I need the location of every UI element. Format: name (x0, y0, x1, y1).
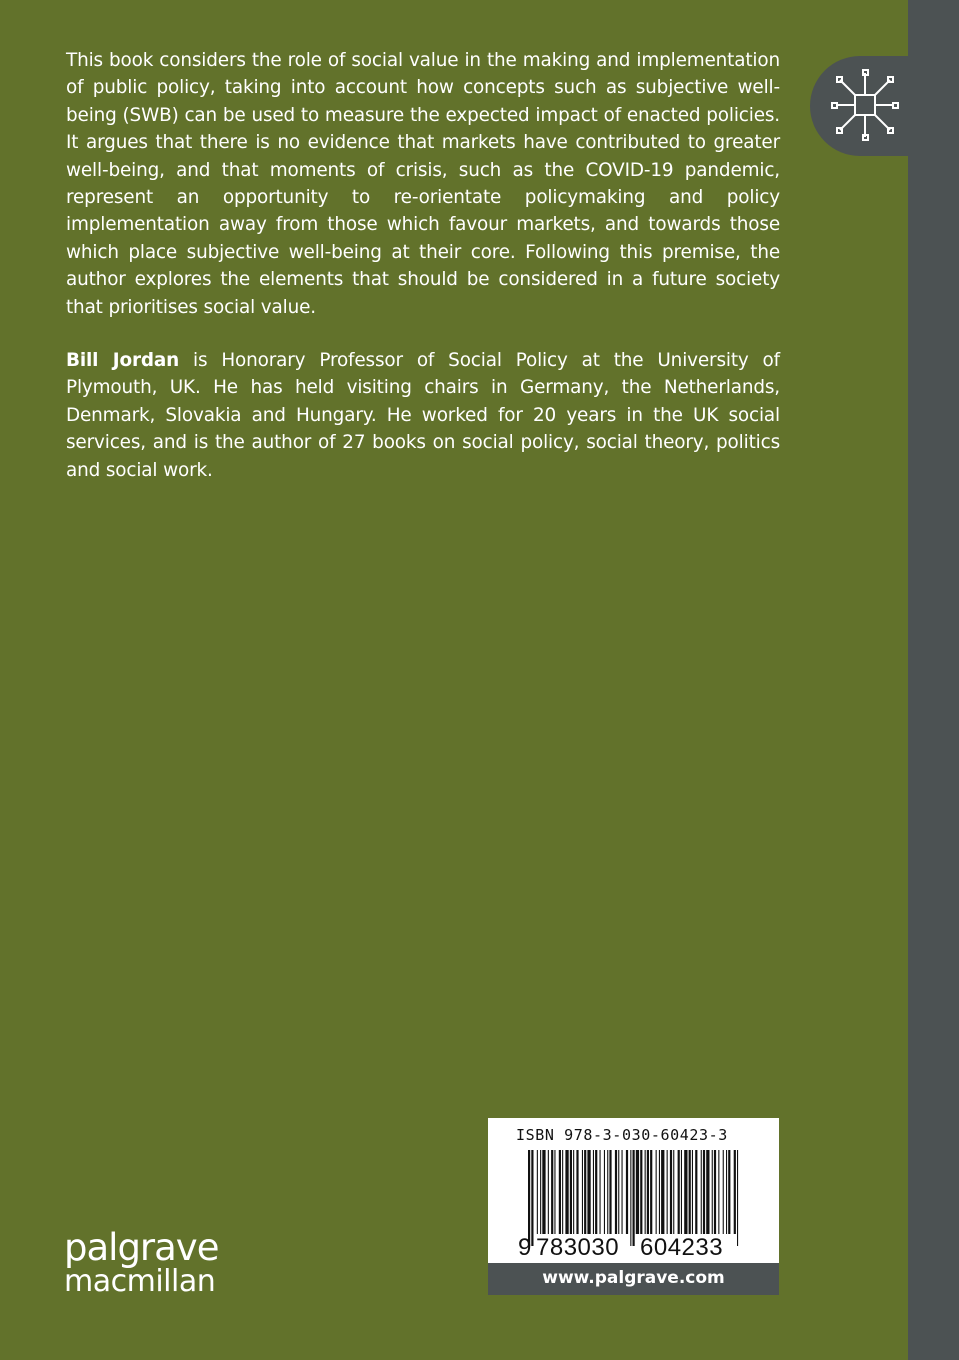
barcode-bar (565, 1150, 568, 1234)
ean-right-digits: 604233 (640, 1234, 724, 1261)
barcode-bar (695, 1150, 697, 1234)
isbn-label: ISBN 978-3-030-60423-3 (516, 1126, 728, 1144)
barcode-bar (626, 1150, 628, 1234)
barcode-bar (670, 1150, 672, 1234)
barcode-bar (656, 1150, 657, 1234)
barcode-bar (622, 1150, 623, 1234)
publisher-badge (810, 56, 909, 156)
barcode-bar (689, 1150, 691, 1234)
ean-left-digits: 783030 (536, 1234, 620, 1261)
palgrave-network-icon (828, 68, 902, 142)
barcode-bar (551, 1150, 553, 1234)
barcode-bar (600, 1150, 601, 1234)
barcode-bar (604, 1150, 605, 1234)
ean-lead-digit: 9 (518, 1234, 532, 1261)
barcode-bars (528, 1150, 740, 1246)
barcode-bar (584, 1150, 586, 1234)
barcode-bar (570, 1150, 572, 1234)
barcode-bar (737, 1150, 738, 1246)
barcode-bar (701, 1150, 702, 1234)
barcode-bar (684, 1150, 687, 1234)
barcode-bar (615, 1150, 617, 1234)
barcode-bar (712, 1150, 713, 1234)
barcode-bar (562, 1150, 563, 1234)
barcode-bar (647, 1150, 649, 1234)
barcode-bar (630, 1150, 631, 1246)
barcode-bar (559, 1150, 561, 1234)
author-bio (66, 347, 780, 484)
barcode-bar (681, 1150, 682, 1234)
publisher-logo-macmillan: macmillan (64, 1264, 216, 1299)
barcode-bar (537, 1150, 538, 1234)
website-url: www.palgrave.com (488, 1263, 779, 1295)
barcode-bar (576, 1150, 578, 1234)
barcode-bar (528, 1150, 530, 1246)
barcode-bar (540, 1150, 541, 1234)
barcode-bar (607, 1150, 608, 1234)
book-spine (908, 0, 959, 1360)
barcode-bar (714, 1150, 716, 1234)
barcode-bar (587, 1150, 590, 1234)
barcode-bar (650, 1150, 652, 1234)
ean-digits (518, 1236, 758, 1260)
author-bio-text: is Honorary Professor of Social Policy at the University of Plymouth, UK. He has held visiting chairs in Germany, the Netherlands, Denmark, Slovakia and Hungary. He worked for 20 years in the UK social services, and is the author of 27 books on social policy, social theory, politics and social work. (66, 350, 780, 481)
barcode-bar (636, 1150, 639, 1234)
author-name: Bill Jordan (66, 350, 180, 371)
barcode-bar (531, 1150, 533, 1246)
barcode-bar (726, 1150, 727, 1234)
barcode-bar (723, 1150, 724, 1234)
barcode-bar (678, 1150, 680, 1234)
barcode-bar (673, 1150, 674, 1234)
barcode-bar (692, 1150, 693, 1234)
barcode-bar (542, 1150, 545, 1234)
barcode-bar (718, 1150, 719, 1234)
barcode-bar (593, 1150, 594, 1234)
barcode-bar (645, 1150, 646, 1234)
barcode-bar (661, 1150, 664, 1234)
barcode-bar (618, 1150, 619, 1234)
barcode-bar (548, 1150, 549, 1234)
barcode-bar (667, 1150, 668, 1234)
book-description: This book considers the role of social value in the making and implementation of public policy, taking into account how concepts such as subjective well-being (SWB) can be used to measure the expected impact of enacted policies. It argues that there is no evidence that markets have contributed to greater well-being, and that moments of crisis, such as the COVID-19 pandemic, represent an opportunity to re-orientate policymaking and policy implementation away from those which favour markets, and towards those which place subjective well-being at their core. Following this premise, the author explores the elements that should be considered in a future society that prioritises social value. (66, 50, 780, 318)
barcode-bar (595, 1150, 597, 1234)
barcode-bar (734, 1150, 736, 1234)
publisher-logo-palgrave: palgrave (64, 1226, 219, 1269)
barcode-bar (706, 1150, 709, 1234)
isbn-barcode (488, 1118, 779, 1263)
barcode-bar (554, 1150, 555, 1234)
barcode-bar (640, 1150, 642, 1234)
barcode-bar (728, 1150, 730, 1234)
barcode-bar (633, 1150, 635, 1246)
barcode-bar (609, 1150, 611, 1234)
barcode-bar (703, 1150, 705, 1234)
barcode-bar (659, 1150, 660, 1234)
barcode-bar (582, 1150, 583, 1234)
barcode-bar (573, 1150, 574, 1234)
